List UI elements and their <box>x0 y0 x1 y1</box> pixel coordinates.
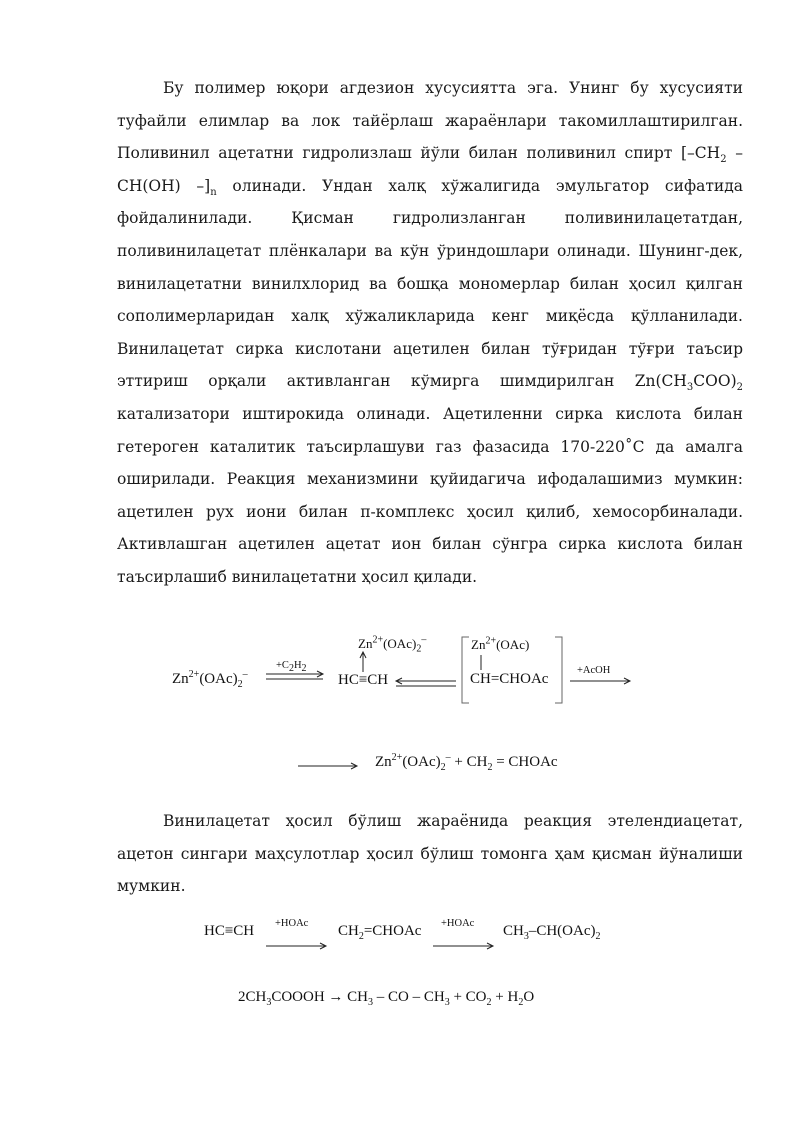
side-arrow2-label: +HOAc <box>441 918 475 929</box>
paragraph-text: COO) <box>693 372 737 391</box>
paragraph-text: олинади. Ундан халқ хўжалигида эмульгатор сифатида фойдалинилади. Қисман гидролизланган поливинилацетатдан, поливинилацетат плёнкалари ва кўн ўриндошлари олинади. Шунинг-дек, винилацетатни винилхлорид ва бошқа мономерлар билан ҳосил қилган сополимерларидан халқ хўжаликларида кенг миқёсда қўлланилади. Винилацетат сирка кислотани ацетилен билан тўғридан тўғри таъсир эттириш орқали активланган кўмирга шимдирилган Zn(CH <box>117 176 744 391</box>
paragraph-text: катализатори иштирокида олинади. Ацетиленни сирка кислота билан гетероген каталитик таъсирлашуви газ фазасида 170-220˚С да амалга оширилади. Реакция механизмини қуйидагича ифодалашимиз мумкин: ацетилен рух иони билан π-комплекс ҳосил қилиб, хемосорбиналади. Активлашган ацетилен ацетат ион билан сўнгра сирка кислота билан таъсирлашиб винилацетатни ҳосил қилади. <box>117 404 743 586</box>
subscript: 3 <box>444 997 450 1008</box>
subscript: 2 <box>720 154 727 166</box>
subscript: 2 <box>518 997 524 1008</box>
chem-text: Zn <box>471 637 486 652</box>
subscript: 2 <box>301 663 307 675</box>
paragraph-text: Бу полимер юқори агдезион хусусиятта эга. Унинг бу хусусияти туфайли елимлар ва лок тайёрлаш жараёнлари такомиллаштирилган. Поливинил ацетатни гидролизлаш йўли билан поливинил спирт [–СН <box>117 79 743 163</box>
superscript: – <box>445 752 451 763</box>
chem-text: =CHOAc <box>363 923 422 939</box>
chem-text: COOOH → CH <box>271 989 369 1005</box>
superscript: 2+ <box>485 635 497 647</box>
chem-text: + CH <box>450 754 488 770</box>
subscript: 2 <box>440 762 446 773</box>
superscript: – <box>421 634 427 646</box>
subscript: 3 <box>523 931 529 942</box>
complex2-vinyl: CH=CHOAc <box>470 671 549 687</box>
subscript: 3 <box>368 997 374 1008</box>
chem-text: +C <box>276 660 289 671</box>
subscript: 2 <box>736 382 743 394</box>
side-acetylene: HC≡CH <box>204 923 255 939</box>
chem-text: (OAc) <box>496 637 530 652</box>
chem-text: CH <box>338 923 359 939</box>
subscript: n <box>210 186 217 198</box>
subscript: 2 <box>595 931 601 942</box>
chem-text: Zn <box>172 671 189 687</box>
complex1-acetylene: HC≡CH <box>338 672 389 688</box>
subscript: 2 <box>288 663 294 675</box>
subscript: 2 <box>237 679 243 690</box>
chem-text: –CH(OAc) <box>528 923 596 939</box>
chem-text: (OAc) <box>383 636 417 651</box>
chem-text: Zn <box>375 754 392 770</box>
superscript: – <box>242 669 248 680</box>
chem-text: = CHOAc <box>492 754 558 770</box>
chem-text: 2CH <box>238 989 267 1005</box>
side-vinylacetate <box>338 923 421 940</box>
chem-text: CH <box>503 923 524 939</box>
chem-text: (OAc) <box>402 754 441 770</box>
subscript: 3 <box>686 382 694 394</box>
subscript: 2 <box>416 643 422 655</box>
paragraph-text: –СН(ОН) –] <box>117 144 743 195</box>
side-arrow1-label: +HOAc <box>275 918 309 929</box>
acetone-equation <box>238 989 534 1006</box>
chem-text: Zn <box>358 636 373 651</box>
arrow-label-acoh: +AcOH <box>577 665 611 676</box>
superscript: 2+ <box>391 752 403 763</box>
subscript: 2 <box>358 931 364 942</box>
side-ethylidene-diacetate <box>503 923 601 940</box>
chem-text: H <box>293 660 302 671</box>
chem-text: + H <box>491 989 519 1005</box>
chem-text: + CO <box>449 989 487 1005</box>
chem-text: (OAc) <box>199 671 238 687</box>
subscript: 2 <box>486 997 492 1008</box>
subscript: 3 <box>266 997 272 1008</box>
chem-text: – CO – CH <box>373 989 445 1005</box>
chem-text: O <box>523 989 535 1005</box>
paragraph-text: Винилацетат ҳосил бўлиш жараёнида реакция этелендиацетат, ацетон сингари маҳсулотлар ҳосил бўлиш томонга ҳам қисман йўналиши мумкин. <box>117 812 743 896</box>
superscript: 2+ <box>188 669 200 680</box>
subscript: 2 <box>487 762 493 773</box>
superscript: 2+ <box>372 634 384 646</box>
